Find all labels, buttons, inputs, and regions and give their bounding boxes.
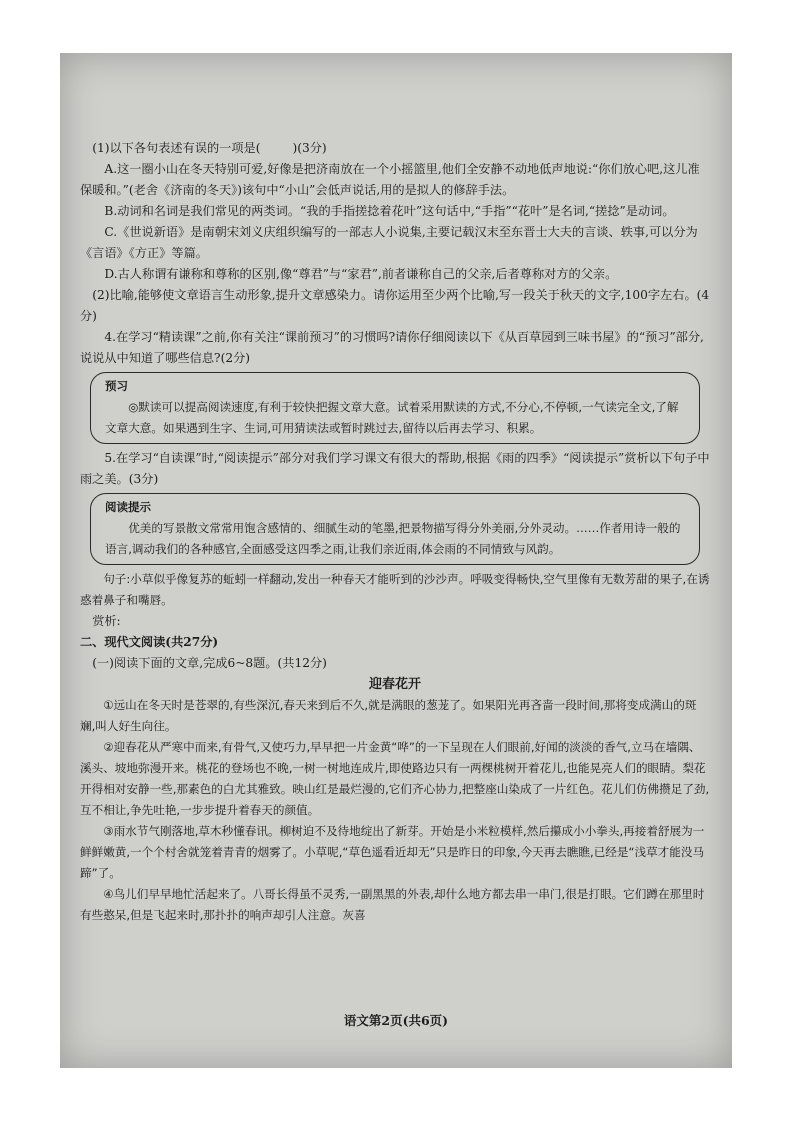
option-d: D.古人称谓有谦称和尊称的区别,像“尊君”与“家君”,前者谦称自己的父亲,后者尊称对方的父亲。 [104, 267, 618, 281]
section-2-heading: 二、现代文阅读(共27分) [80, 635, 219, 649]
article-title: 迎春花开 [368, 677, 421, 692]
article-paragraph-4: ④鸟儿们早早地忙活起来了。八哥长得虽不灵秀,一副黑黑的外表,却什么地方都去串一串门,很是打眼。它们蹲在那里时有些憨呆,但是飞起来时,那扑扑的响声却引人注意。灰喜 [80, 887, 705, 922]
article-paragraph-2: ②迎春花从严寒中而来,有骨气,又使巧力,早早把一片金黄“哗”的一下呈现在人们眼前,好闻的淡淡的香气,立马在墙隅、溪头、坡地弥漫开来。桃花的登场也不晚,一树一树地连成片,即使路边只有一两棵桃树开着花儿,也能晃亮人们的眼睛。梨花开得相对安静一些,那素色的白尤其雅致。映山红是最烂漫的,它们齐心协力,把整座山染成了一片红色。花儿们仿佛攒足了劲,互不相让,争先吐艳,一步步提升着春天的颜值。 [80, 740, 710, 817]
option-c: C.《世说新语》是南朝宋刘义庆组织编写的一部志人小说集,主要记载汉末至东晋士大夫的言谈、轶事,可以分为《言语》《方正》等篇。 [80, 225, 698, 260]
question-1-prompt-text: (1)以下各句表述有误的一项是( [92, 141, 261, 155]
question-2: (2)比喻,能够使文章语言生动形象,提升文章感染力。请你运用至少两个比喻,写一段关于秋天的文字,100字左右。(4分) [80, 288, 710, 323]
option-b: B.动词和名词是我们常见的两类词。“我的手指搓捻着花叶”这句话中,“手指”“花叶”是名词,“搓捻”是动词。 [104, 204, 675, 218]
subsection-1-heading: (一)阅读下面的文章,完成6~8题。(共12分) [92, 656, 327, 670]
question-4: 4.在学习“精读课”之前,你有关注“课前预习”的习惯吗?请你仔细阅读以下《从百草园到三味书屋》的“预习”部分,说说从中知道了哪些信息?(2分) [80, 330, 704, 365]
preview-box-title: 预习 [105, 379, 128, 393]
article-paragraph-1: ①远山在冬天时是苍翠的,有些深沉,春天来到后不久,就是满眼的葱茏了。如果阳光再吝啬一段时间,那将变成满山的斑斓,叫人好生向往。 [80, 698, 697, 733]
page-footer: 语文第2页(共6页) [343, 1013, 449, 1028]
analysis-label: 赏析: [92, 614, 121, 628]
question-5-sentence: 句子:小草似乎像复苏的蚯蚓一样翻动,发出一种春天才能听到的沙沙声。呼吸变得畅快,空气里像有无数芳甜的果子,在诱惑着鼻子和嘴唇。 [80, 572, 710, 607]
exam-page [60, 53, 732, 1068]
reading-tip-box [90, 493, 700, 565]
question-5: 5.在学习“自读课”时,“阅读提示”部分对我们学习课文有很大的帮助,根据《雨的四季》“阅读提示”赏析以下句子中雨之美。(3分) [80, 451, 710, 486]
preview-box-text: ◎默读可以提高阅读速度,有利于较快把握文章大意。试着采用默读的方式,不分心,不停顿,一气读完全文,了解文章大意。如果遇到生字、生词,可用猜读法或暂时跳过去,留待以后再去学习、积累。 [105, 400, 679, 435]
exam-content [80, 138, 710, 926]
article-paragraph-3: ③雨水节气刚落地,草木秒懂春讯。柳树迫不及待地绽出了新芽。开始是小米粒模样,然后攥成小小拳头,再接着舒展为一鲜鲜嫩黄,一个个村舍就笼着青青的烟雾了。小草呢,“草色遥看近却无”只是昨日的印象,今天再去瞧瞧,已经是“浅草才能没马蹄”了。 [80, 824, 705, 880]
question-1-prompt [80, 138, 710, 159]
option-a: A.这一圈小山在冬天特别可爱,好像是把济南放在一个小摇篮里,他们全安静不动地低声地说:“你们放心吧,这儿准保暖和。”(老舍《济南的冬天》)该句中“小山”会低声说话,用的是拟人的修辞手法。 [80, 162, 700, 197]
preview-box [90, 372, 700, 444]
question-1-score: )(3分) [292, 141, 327, 155]
reading-tip-text: 优美的写景散文常常用饱含感情的、细腻生动的笔墨,把景物描写得分外美丽,分外灵动。……作者用诗一般的语言,调动我们的各种感官,全面感受这四季之雨,让我们亲近雨,体会雨的不同情致与风韵。 [105, 521, 681, 556]
reading-tip-title: 阅读提示 [105, 500, 151, 514]
